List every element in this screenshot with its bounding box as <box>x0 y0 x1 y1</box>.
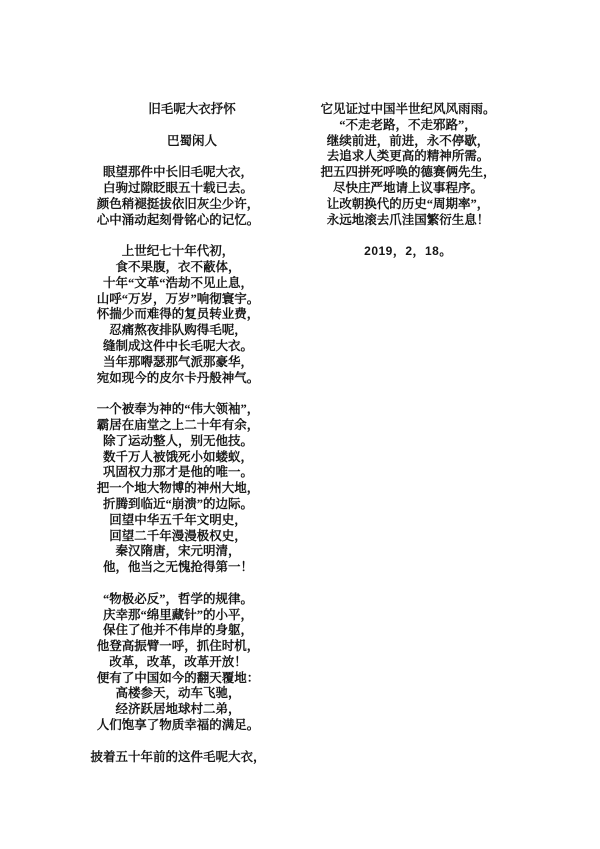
poem-line: 它见证过中国半世纪风风雨雨。 <box>320 102 496 116</box>
stanza <box>52 402 304 576</box>
left-column <box>52 102 304 765</box>
poem-line: 一个被奉为神的“伟大领袖”， <box>96 402 260 417</box>
poem-line: 食不果腹，衣不蔽体， <box>115 259 241 274</box>
stanza <box>52 165 304 228</box>
poem-line: 上世纪七十年代初， <box>121 244 235 259</box>
poem-line: “物极必反”，哲学的规律。 <box>102 591 253 606</box>
poem-line: 把五四拼死呼唤的德赛俩先生， <box>320 165 496 180</box>
poem-line: 眼望那件中长旧毛呢大衣， <box>102 165 253 180</box>
poem-line: 十年“文革“浩劫不见止息， <box>102 275 253 290</box>
poem-line: 颜色稍褪挺拔依旧灰尘少许， <box>96 196 260 211</box>
poem-line: 永远地滚去爪洼国繁衍生息！ <box>326 212 490 227</box>
stanza <box>52 244 304 386</box>
poem-line: 缝制成这件中长毛呢大衣。 <box>102 338 253 353</box>
poem-line: 怀揣少而难得的复员转业费， <box>96 307 260 322</box>
poem-body-right <box>308 102 508 228</box>
poem-line: 当年那嘚瑟那气派那豪华， <box>102 354 253 369</box>
poem-line: 折腾到临近“崩溃”的边际。 <box>102 496 253 511</box>
poem-line: 他登高振臂一呼，抓住时机， <box>96 639 260 654</box>
poem-line: 去追求人类更高的精神所需。 <box>326 149 490 164</box>
poem-author: 巴蜀闲人 <box>166 133 217 148</box>
poem-line: 保住了他并不伟岸的身躯， <box>102 623 253 638</box>
poem-line: 高楼参天，动车飞驰， <box>115 686 241 701</box>
poem-line: 他，他当之无愧抢得第一！ <box>102 560 253 575</box>
poem-line: 继续前进，前进，永不停歇， <box>326 133 490 148</box>
poem-line: 回望二千年漫漫极权史， <box>109 528 247 543</box>
right-column <box>308 102 508 260</box>
poem-line: 秦汉隋唐，宋元明清， <box>115 544 241 559</box>
poem-line: 回望中华五千年文明史， <box>109 512 247 527</box>
stanza <box>308 102 508 228</box>
poem-line: 霸居在庙堂之上二十年有余， <box>96 417 260 432</box>
poem-line: 心中涌动起刻骨铭心的记忆。 <box>96 212 260 227</box>
poem-line: 白驹过隙眨眼五十载已去。 <box>102 180 253 195</box>
poem-line: 宛如现今的皮尔卡丹般神气。 <box>96 370 260 385</box>
poem-line: 人们饱享了物质幸福的满足。 <box>96 718 260 733</box>
stanza <box>52 750 304 766</box>
poem-line: 尽快庄严地请上议事程序。 <box>332 180 483 195</box>
poem-line: 数千万人被饿死小如蝼蚁， <box>102 449 253 464</box>
poem-line: 巩固权力那才是他的唯一。 <box>102 465 253 480</box>
poem-line: 山呼“万岁，万岁”响彻寰宇。 <box>96 291 260 306</box>
poem-line: 让改朝换代的历史“周期率”， <box>326 196 490 211</box>
poem-line: 忍痛熬夜排队购得毛呢， <box>109 323 247 338</box>
poem-body-left <box>52 165 304 765</box>
poem-line: 披着五十年前的这件毛呢大衣， <box>90 749 266 764</box>
poem-date: 2019，2，18。 <box>364 244 452 259</box>
poem-line: 经济跃居地球村二弟， <box>115 702 241 717</box>
poem-line: “不走老路，不走邪路”， <box>339 117 477 132</box>
stanza <box>52 592 304 734</box>
poem-line: 改革，改革，改革开放！ <box>109 654 247 669</box>
poem-line: 除了运动整人，别无他技。 <box>102 433 253 448</box>
poem-line: 把一个地大物博的神州大地， <box>96 481 260 496</box>
poem-title: 旧毛呢大衣抒怀 <box>148 102 236 116</box>
poem-line: 便有了中国如今的翻天覆地： <box>96 670 260 685</box>
poem-line: 庆幸那“绵里藏针”的小平， <box>102 607 253 622</box>
